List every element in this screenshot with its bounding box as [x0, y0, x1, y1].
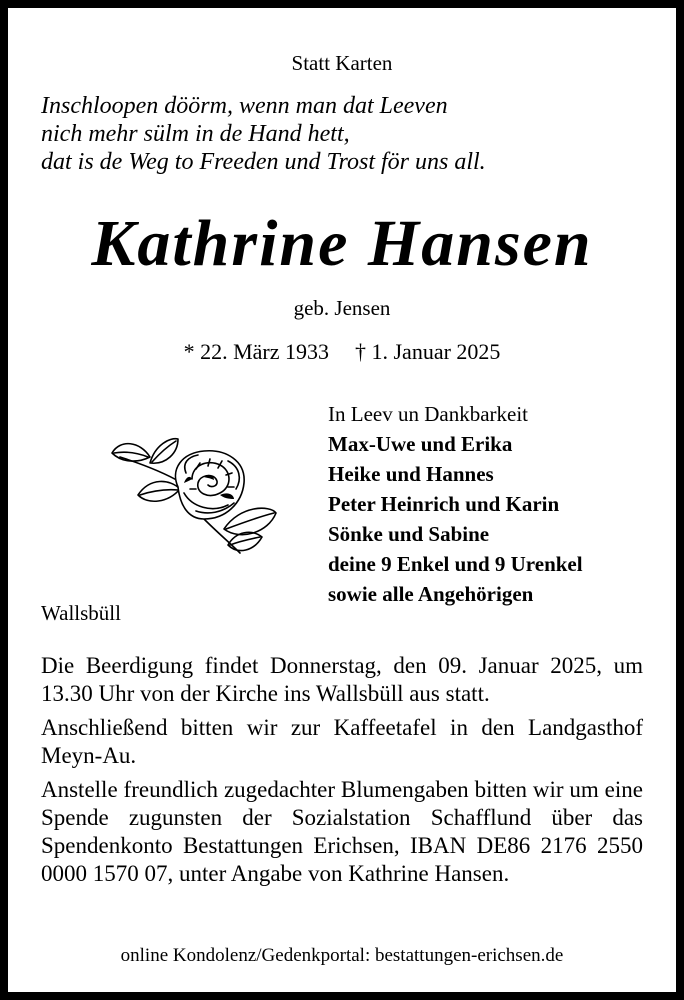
- maiden-name: geb. Jensen: [293, 296, 391, 320]
- death-date: † 1. Januar 2025: [355, 339, 501, 364]
- place-name: Wallsbüll: [41, 601, 121, 625]
- life-dates: [8, 338, 676, 366]
- mourners-intro: In Leev un Dankbarkeit: [328, 402, 529, 426]
- mourner-name: Peter Heinrich und Karin: [328, 492, 560, 516]
- body-paragraph: Die Beerdigung findet Donnerstag, den 09. Januar 2025, um 13.30 Uhr von der Kirche ins Wallsbüll aus statt.: [41, 653, 643, 706]
- mourner-name: Max-Uwe und Erika: [328, 432, 513, 456]
- mourner-name: Sönke und Sabine: [328, 522, 490, 546]
- mourner-name: Heike und Hannes: [328, 462, 494, 486]
- birth-date: * 22. März 1933: [183, 339, 329, 364]
- mourners-list: [328, 399, 583, 609]
- header-intro: Statt Karten: [291, 51, 393, 75]
- funeral-details: [41, 652, 643, 894]
- body-paragraph: Anstelle freundlich zugedachter Blumengaben bitten wir um eine Spende zugunsten der Sozialstation Schafflund über das Spendenkonto Bestattungen Erichsen, IBAN DE86 2176 2550 0000 1570 07, unter Angabe von Kathrine Hansen.: [41, 777, 643, 886]
- mourner-name: sowie alle Angehörigen: [328, 582, 534, 606]
- poem-line: nich mehr sülm in de Hand hett,: [41, 121, 350, 147]
- poem-line: Inschloopen döörm, wenn man dat Leeven: [41, 93, 448, 119]
- rose-icon: [100, 433, 280, 563]
- poem-line: dat is de Weg to Freeden und Trost för uns all.: [41, 149, 486, 175]
- body-paragraph: Anschließend bitten wir zur Kaffeetafel in den Landgasthof Meyn-Au.: [41, 715, 643, 768]
- deceased-name: Kathrine Hansen: [91, 207, 593, 280]
- condolence-portal-link[interactable]: online Kondolenz/Gedenkportal: bestattungen-erichsen.de: [120, 945, 564, 966]
- mourner-name: deine 9 Enkel und 9 Urenkel: [328, 552, 583, 576]
- poem: [41, 92, 486, 176]
